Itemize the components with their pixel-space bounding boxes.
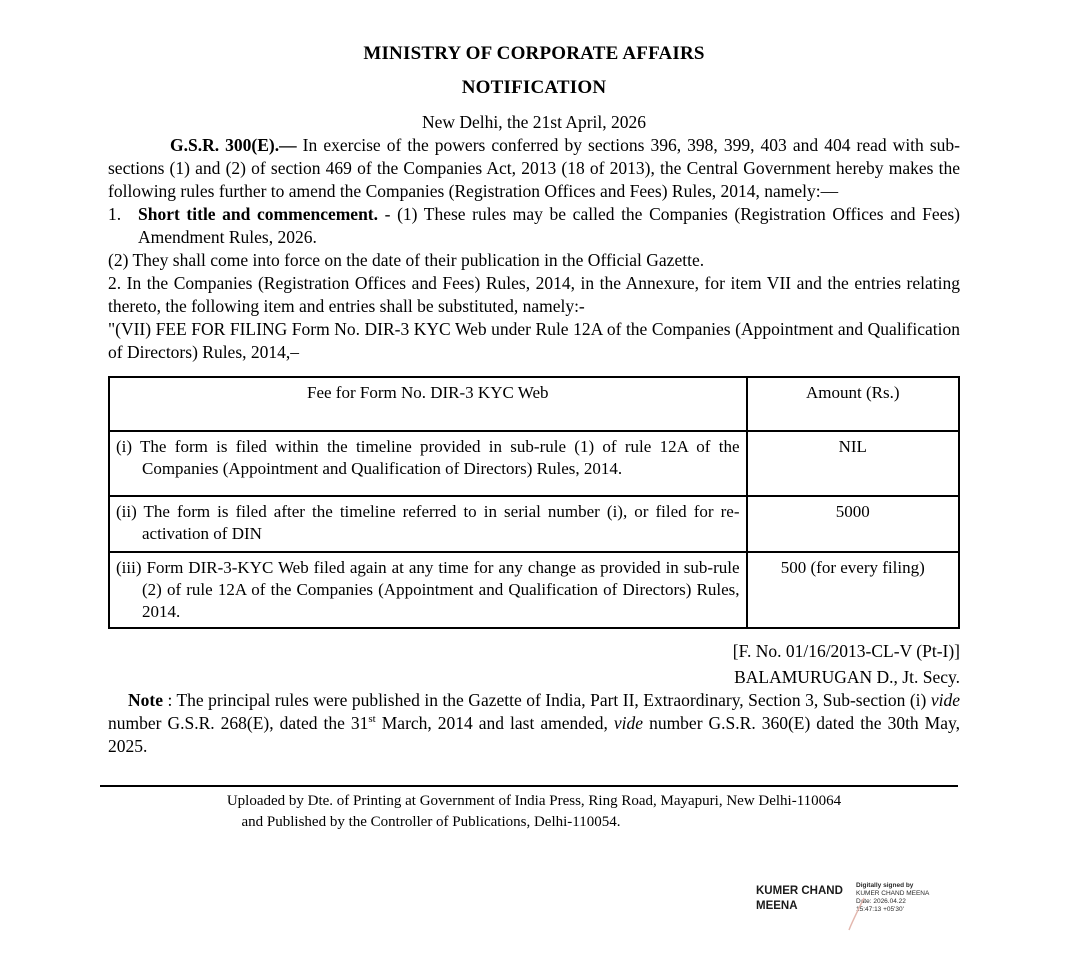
note-vide-1: vide — [930, 690, 960, 710]
fee-row-3-amount: 500 (for every filing) — [747, 552, 960, 628]
fee-row-1-number: (i) — [116, 437, 133, 456]
rule-2-paragraph: 2. In the Companies (Registration Offices and Fees) Rules, 2014, in the Annexure, for item VII and the entries relating thereto, the following item and entries shall be substituted, namely:- — [108, 273, 960, 316]
signature-name: KUMER CHAND MEENA — [756, 885, 843, 912]
fee-row-3-text: Form DIR-3-KYC Web filed again at any time for any change as provided in sub-rule (2) of rule 12A of the Companies (Appointment and Qualification of Directors) Rules, 2014. — [142, 558, 740, 621]
note-superscript: st — [368, 713, 376, 726]
signatory-name: BALAMURUGAN D., Jt. Secy. — [734, 667, 960, 687]
footer-publish-line: and Published by the Controller of Publications, Delhi-110054. — [241, 814, 621, 830]
signature-detail-line: Digitally signed by — [856, 882, 914, 889]
signature-detail-line: Date: 2026.04.22 — [856, 898, 906, 905]
note-text-3: March, 2014 and last amended, — [375, 713, 614, 733]
rule-1-text: - (1) These rules may be called the Companies (Registration Offices and Fees) Amendment Rules, 2026. — [138, 204, 960, 247]
digital-signature-block — [756, 880, 986, 914]
fee-table-header-amount: Amount (Rs.) — [747, 377, 960, 431]
note-paragraph — [108, 689, 960, 758]
ministry-title: MINISTRY OF CORPORATE AFFAIRS — [363, 43, 705, 64]
note-text-1: : The principal rules were published in the Gazette of India, Part II, Extraordinary, Section 3, Sub-section (i) — [162, 690, 931, 710]
gsr-text: In exercise of the powers conferred by sections 396, 398, 399, 403 and 404 read with sub-sections (1) and (2) of section 469 of the Companies Act, 2013 (18 of 2013), the Central Government hereby makes the following rules further to amend the Companies (Registration Offices and Fees) Rules, 2014, namely:— — [108, 135, 960, 201]
rule-1-number: 1. — [108, 204, 122, 224]
rule-1-title: Short title and commencement. — [138, 204, 379, 224]
table-row — [109, 552, 959, 628]
fee-row-1-amount: NIL — [747, 431, 960, 496]
signature-stroke-icon — [840, 892, 870, 934]
rule-1-paragraph — [108, 203, 960, 249]
note-text-4: number G.S.R. 360(E) dated the 30th May, 2025. — [108, 713, 960, 756]
fee-table-header-description: Fee for Form No. DIR-3 KYC Web — [109, 377, 747, 431]
notification-heading: NOTIFICATION — [461, 77, 607, 98]
gsr-number: G.S.R. 300(E).— — [170, 135, 297, 155]
note-label: Note — [128, 690, 163, 710]
footer-upload-line: Uploaded by Dte. of Printing at Government of India Press, Ring Road, Mayapuri, New Delhi-110064 — [226, 793, 842, 809]
note-vide-2: vide — [613, 713, 644, 733]
rule-1-clause-2: (2) They shall come into force on the date of their publication in the Official Gazette. — [108, 250, 705, 270]
fee-table-header-row — [109, 377, 959, 431]
fee-row-3-number: (iii) — [116, 558, 142, 577]
dateline: New Delhi, the 21st April, 2026 — [421, 112, 647, 132]
fee-row-2-description — [116, 501, 740, 545]
table-row — [109, 496, 959, 552]
fee-row-1-description — [116, 436, 740, 480]
footer-divider — [100, 785, 958, 787]
signature-detail-line: 15:47:13 +05'30' — [856, 906, 904, 913]
signature-detail-line: KUMER CHAND MEENA — [856, 890, 930, 897]
gsr-paragraph — [108, 134, 960, 203]
note-text-2: number G.S.R. 268(E), dated the 31 — [108, 713, 369, 733]
fee-table — [108, 376, 960, 629]
fee-row-2-number: (ii) — [116, 502, 137, 521]
fee-row-2-amount: 5000 — [747, 496, 960, 552]
item-vii-paragraph: "(VII) FEE FOR FILING Form No. DIR-3 KYC Web under Rule 12A of the Companies (Appointment and Qualification of Directors) Rules, 2014,– — [108, 319, 960, 362]
table-row — [109, 431, 959, 496]
file-number: [F. No. 01/16/2013-CL-V (Pt-I)] — [732, 641, 960, 661]
fee-row-3-description — [116, 557, 740, 623]
fee-row-2-text: The form is filed after the timeline referred to in serial number (i), or filed for re-activation of DIN — [142, 502, 740, 543]
fee-row-1-text: The form is filed within the timeline provided in sub-rule (1) of rule 12A of the Companies (Appointment and Qualification of Directors) Rules, 2014. — [140, 437, 740, 478]
